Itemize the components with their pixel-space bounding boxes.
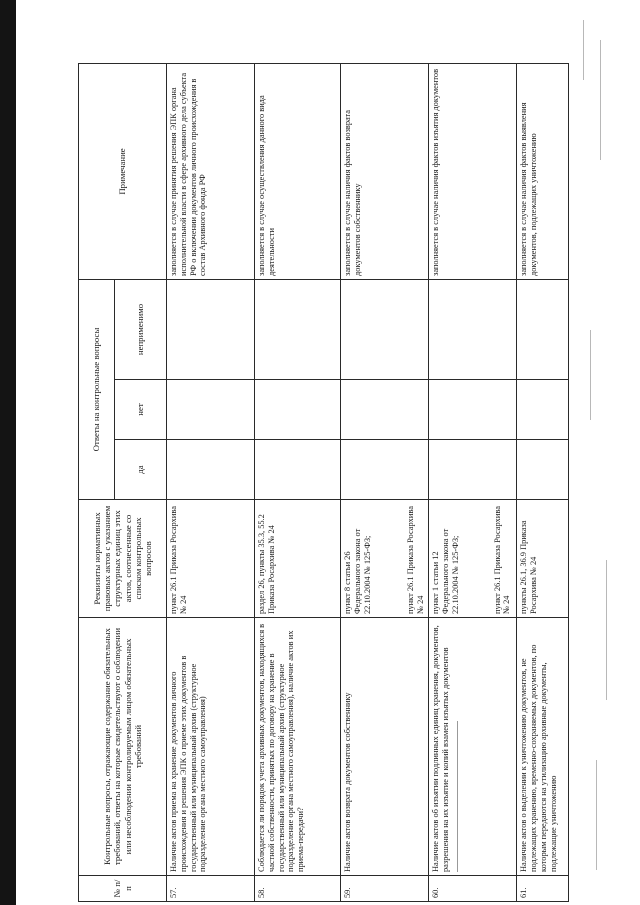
row-question-cell [429, 618, 517, 876]
scan-artifact-line [606, 560, 607, 700]
answer-no-cell[interactable] [517, 380, 569, 440]
header-no: нет [115, 380, 167, 440]
header-num: № п/п [79, 876, 167, 902]
header-answers: Ответы на контрольные вопросы [79, 279, 115, 499]
header-na: неприменимо [115, 279, 167, 379]
row-num: 60. [429, 876, 517, 902]
header-note: Примечание [79, 63, 167, 279]
row-num: 58. [255, 876, 341, 902]
row-requisites-cell [341, 500, 429, 618]
row-requisites: пункт 26.1 Приказа Росархива № 24 [167, 500, 255, 618]
rotated-document-page [78, 64, 556, 902]
answer-yes-cell[interactable] [167, 440, 255, 500]
answer-na-cell[interactable] [255, 279, 341, 379]
answer-na-cell[interactable] [341, 279, 429, 379]
scan-artifact-line [583, 20, 584, 80]
row-note: заполняется в случае наличия фактов изъятия документов [429, 63, 517, 279]
answer-na-cell[interactable] [429, 279, 517, 379]
table-row [167, 63, 255, 901]
row-question: Наличие актов об изъятии подлинных единиц хранения, документов, разрешения на их изъятие и копий взамен изъятых документов [431, 625, 450, 872]
table-header-row [79, 63, 115, 901]
row-question: Соблюдается ли порядок учета архивных документов, находящихся в частной собственности, принятых по договору на хранение в государственный или муниципальный архив (структурное подразделение органа местного самоуправления), наличие актов их приема-передачи? [255, 618, 341, 876]
answer-yes-cell[interactable] [255, 440, 341, 500]
row-num: 61. [517, 876, 569, 902]
row-requisites-extra: пункт 26.1 Приказа Росархива № 24 [492, 506, 512, 614]
header-yes: да [115, 440, 167, 500]
row-question: Наличие актов о выделении к уничтожению документов, не подлежащих хранению, временно-сохраняемых документов, по которым передаются на утилизацию архивные документы, подлежащие уничтожению [517, 618, 569, 876]
header-requisites: Реквизиты нормативных правовых актов с указанием структурных единиц этих актов, соотнесенные со списком контрольных вопросов [79, 500, 167, 618]
row-question: Наличие актов приема на хранение документов личного происхождения и решения ЭПК о приеме этих документов в государственный или муниципальный архив (структурное подразделение органа местного самоуправления) [167, 618, 255, 876]
table-row [255, 63, 341, 901]
row-requisites: пункты 26.1, 36.9 Приказа Росархива № 24 [517, 500, 569, 618]
table-row [517, 63, 569, 901]
answer-no-cell[interactable] [255, 380, 341, 440]
underline-rule [457, 721, 458, 872]
row-requisites-extra: пункт 26.1 Приказа Росархива № 24 [406, 506, 426, 614]
answer-yes-cell[interactable] [517, 440, 569, 500]
table-row [429, 63, 517, 901]
row-num: 59. [341, 876, 429, 902]
row-question: Наличие актов возврата документов собственнику [341, 618, 429, 876]
answer-no-cell[interactable] [341, 380, 429, 440]
checklist-table [78, 63, 569, 902]
answer-na-cell[interactable] [517, 279, 569, 379]
row-requisites: пункт 1 статьи 12 Федерального закона от 22.10.2004 № 125-ФЗ; [431, 528, 460, 614]
answer-yes-cell[interactable] [341, 440, 429, 500]
answer-yes-cell[interactable] [429, 440, 517, 500]
scan-artifact-line [596, 760, 597, 870]
row-requisites-cell [429, 500, 517, 618]
scan-edge-bar [0, 0, 16, 905]
row-requisites: пункт 8 статьи 26 Федерального закона от 22.10.2004 № 125-ФЗ; [343, 528, 372, 614]
row-note: заполняется в случае принятия решения ЭПК органа исполнительной власти в сфере архивного дела субъекта РФ о включении документов личного происхождения в состав Архивного фонда РФ [167, 63, 255, 279]
table-row [341, 63, 429, 901]
answer-na-cell[interactable] [167, 279, 255, 379]
row-note: заполняется в случае наличия фактов возврата документов собственнику [341, 63, 429, 279]
answer-no-cell[interactable] [429, 380, 517, 440]
scan-artifact-line [590, 330, 591, 420]
row-note: заполняется в случае наличия фактов выявления документов, подлежащих уничтожению [517, 63, 569, 279]
scan-artifact-line [600, 40, 601, 160]
row-note: заполняется в случае осуществления данного вида деятельности [255, 63, 341, 279]
answer-no-cell[interactable] [167, 380, 255, 440]
row-requisites: раздел 26, пункты 35.3, 55.2 Приказа Росархива № 24 [255, 500, 341, 618]
header-question: Контрольные вопросы, отражающие содержание обязательных требований, ответы на которые свидетельствуют о соблюдении или несоблюдении контролируемым лицом обязательных требований [79, 618, 167, 876]
row-num: 57. [167, 876, 255, 902]
